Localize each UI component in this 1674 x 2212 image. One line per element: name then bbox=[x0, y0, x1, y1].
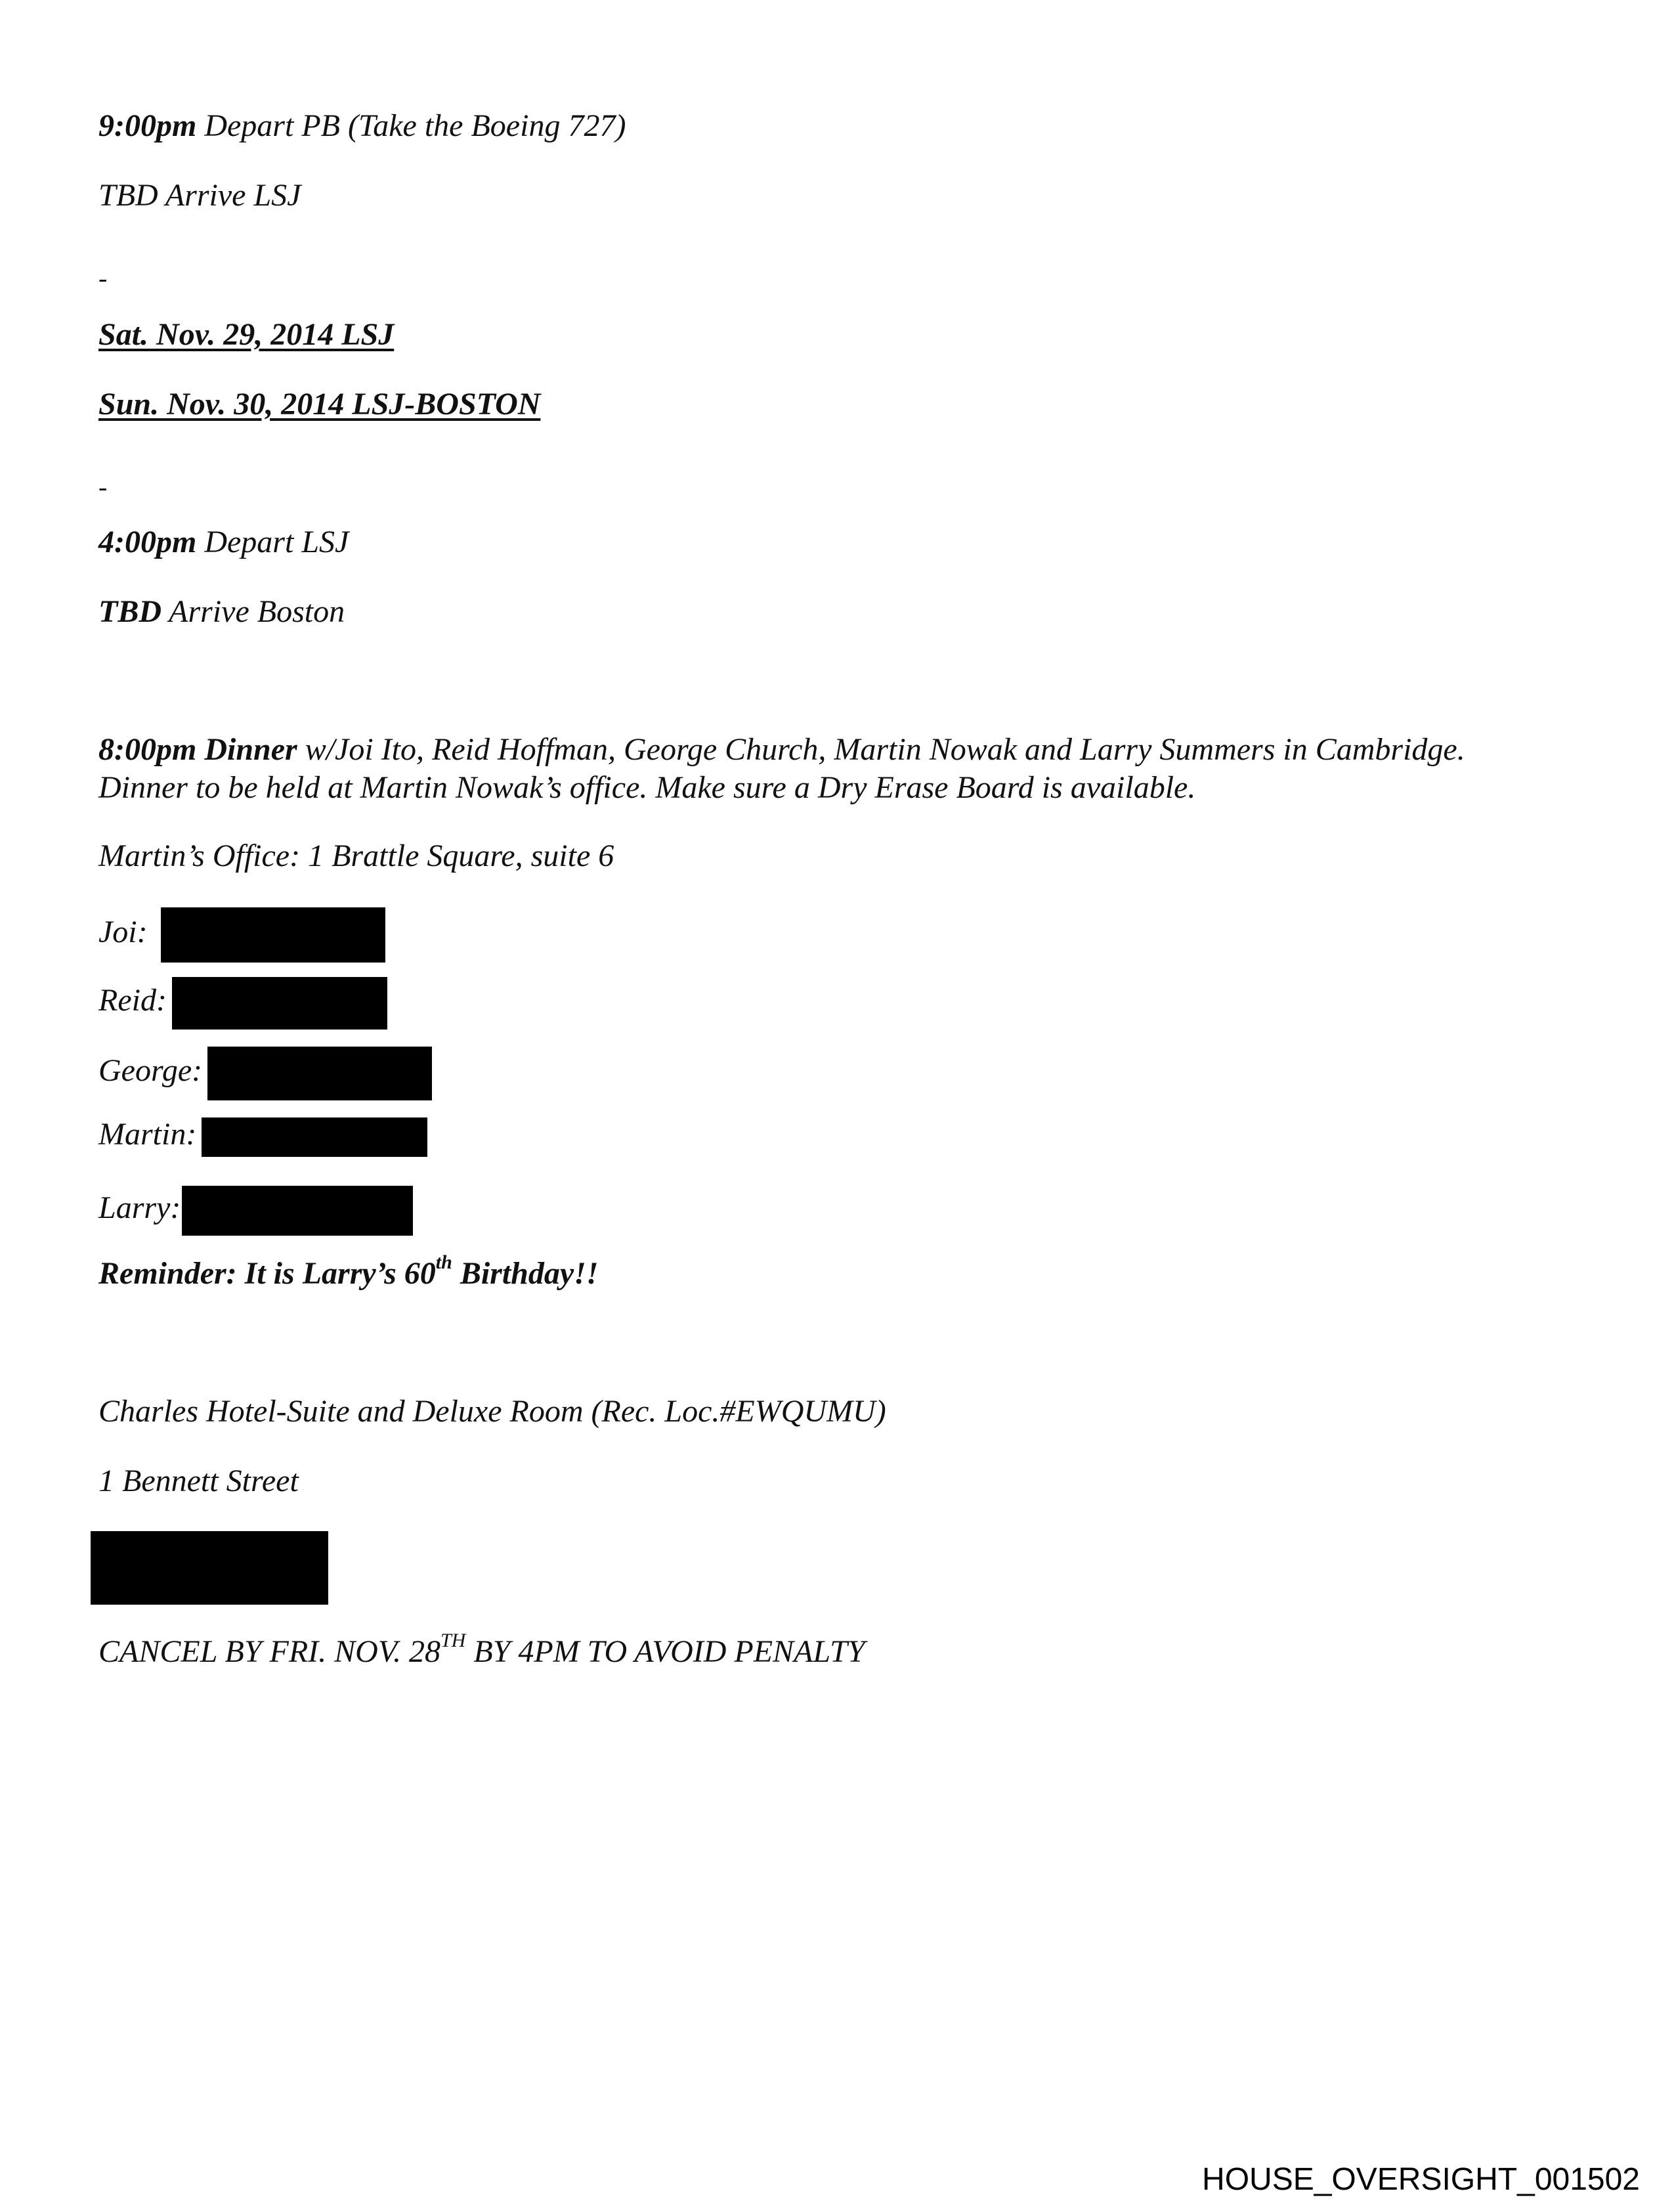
birthday-reminder bbox=[98, 1251, 599, 1292]
contact-label: Martin: bbox=[98, 1117, 197, 1152]
redaction-box bbox=[207, 1047, 432, 1100]
contact-george bbox=[98, 1047, 432, 1100]
contact-reid bbox=[98, 977, 387, 1030]
depart-lsj-line bbox=[98, 524, 349, 561]
separator-dash: - bbox=[98, 263, 108, 293]
separator-dash: - bbox=[98, 472, 108, 502]
hotel-name: Charles Hotel-Suite and Deluxe Room (Rec. Loc.#EWQUMU) bbox=[98, 1394, 886, 1429]
dinner-line-1 bbox=[98, 731, 1465, 768]
martin-office-address: Martin’s Office: 1 Brattle Square, suite 6 bbox=[98, 838, 614, 873]
depart-lsj-text: Depart LSJ bbox=[204, 525, 349, 559]
contact-larry bbox=[98, 1186, 413, 1236]
contact-label: Joi: bbox=[98, 915, 148, 950]
dinner-guests-text: w/Joi Ito, Reid Hoffman, George Church, Martin Nowak and Larry Summers in Cambridge. bbox=[305, 732, 1465, 767]
arrive-boston-text: Arrive Boston bbox=[169, 594, 345, 629]
redaction-box bbox=[91, 1531, 328, 1605]
contact-martin bbox=[98, 1116, 427, 1157]
contact-label: George: bbox=[98, 1053, 203, 1089]
reminder-text-end: Birthday!! bbox=[452, 1256, 599, 1291]
depart-pb-text: Depart PB (Take the Boeing 727) bbox=[204, 108, 626, 143]
hotel-address: 1 Bennett Street bbox=[98, 1464, 299, 1498]
redaction-box bbox=[161, 907, 385, 963]
day-heading-sun: Sun. Nov. 30, 2014 LSJ-BOSTON bbox=[98, 387, 541, 422]
depart-lsj-time: 4:00pm bbox=[98, 525, 197, 559]
reminder-text: Reminder: It is Larry’s 60 bbox=[98, 1256, 436, 1291]
arrive-lsj-line: TBD Arrive LSJ bbox=[98, 178, 301, 213]
redaction-box bbox=[182, 1186, 413, 1236]
dinner-line-2: Dinner to be held at Martin Nowak’s office. Make sure a Dry Erase Board is available. bbox=[98, 770, 1196, 805]
redaction-box bbox=[172, 977, 387, 1030]
cancel-superscript: TH bbox=[440, 1630, 466, 1651]
contact-label: Reid: bbox=[98, 983, 167, 1018]
contact-label: Larry: bbox=[98, 1190, 181, 1226]
cancellation-policy bbox=[98, 1630, 865, 1670]
depart-pb-time: 9:00pm bbox=[98, 108, 197, 143]
contact-joi bbox=[98, 907, 385, 963]
dinner-time-label: 8:00pm Dinner bbox=[98, 732, 297, 767]
arrive-boston-time: TBD bbox=[98, 594, 161, 629]
cancel-text-end: BY 4PM TO AVOID PENALTY bbox=[465, 1634, 865, 1669]
depart-pb-line bbox=[98, 108, 626, 144]
reminder-superscript: th bbox=[435, 1251, 452, 1273]
arrive-boston-line bbox=[98, 594, 345, 630]
bates-number: HOUSE_OVERSIGHT_001502 bbox=[1202, 2162, 1640, 2197]
redaction-box bbox=[202, 1117, 427, 1157]
day-heading-sat: Sat. Nov. 29, 2014 LSJ bbox=[98, 317, 395, 352]
cancel-text: CANCEL BY FRI. NOV. 28 bbox=[98, 1634, 440, 1669]
